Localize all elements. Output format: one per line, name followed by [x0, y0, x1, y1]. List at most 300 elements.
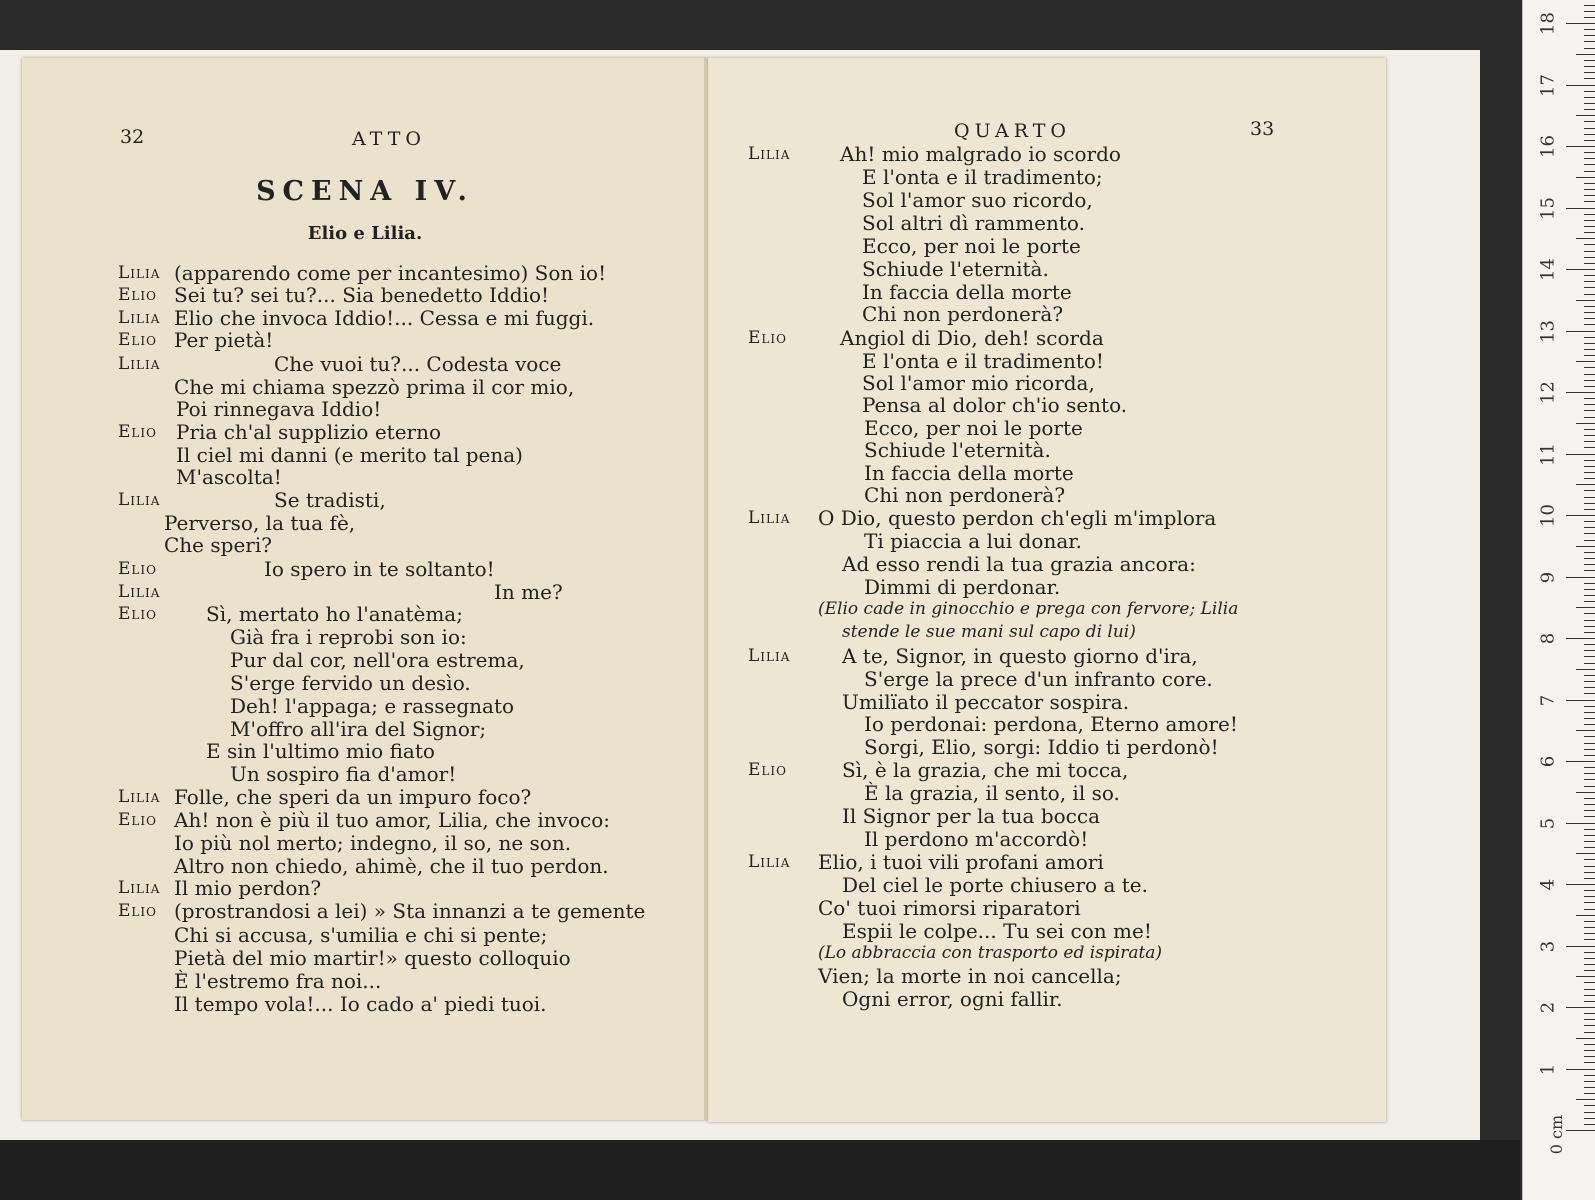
ruler-number: 1: [1537, 1063, 1559, 1075]
ruler-number: 11: [1537, 442, 1559, 466]
verse-line: Chi non perdonerà?: [864, 483, 1066, 507]
verse-line: Sei tu? sei tu?... Sia benedetto Iddio!: [174, 283, 550, 307]
ruler-tick: [1584, 478, 1595, 479]
ruler-tick: [1584, 152, 1595, 153]
speaker-name: Elio: [118, 604, 157, 624]
text-line: [118, 284, 698, 308]
speaker-name: Lilia: [118, 263, 161, 283]
verse-line: Poi rinnegava Iddio!: [176, 397, 382, 421]
ruler-tick: [1576, 54, 1595, 55]
ruler-tick: [1584, 601, 1595, 602]
verse-line: O Dio, questo perdon ch'egli m'implora: [818, 506, 1217, 530]
ruler-tick: [1584, 380, 1595, 381]
ruler-tick: [1566, 638, 1595, 639]
stage-direction-line: (Lo abbraccia con trasporto ed ispirata): [818, 943, 1163, 963]
text-line: [748, 327, 1368, 351]
ruler-tick: [1584, 1056, 1595, 1057]
ruler-tick: [1584, 460, 1595, 461]
ruler-tick: [1584, 552, 1595, 553]
ruler-tick: [1576, 607, 1595, 608]
speaker-name: Lilia: [748, 508, 791, 528]
ruler-tick: [1584, 306, 1595, 307]
text-line: [748, 645, 1368, 669]
ruler-tick: [1576, 546, 1595, 547]
verse-line: Sol altri dì rammento.: [862, 211, 1085, 235]
text-line: [748, 828, 1368, 852]
text-line: [748, 713, 1368, 737]
ruler-tick: [1584, 318, 1595, 319]
text-line: [748, 851, 1368, 875]
ruler-tick: [1584, 349, 1595, 350]
verse-line: Ti piaccia a lui donar.: [864, 529, 1082, 553]
verse-line: Io più nol merto; indegno, il so, ne son.: [174, 831, 572, 855]
verse-line: M'offro all'ira del Signor;: [230, 717, 487, 741]
ruler-tick: [1566, 823, 1595, 824]
ruler-tick: [1566, 269, 1595, 270]
ruler-tick: [1584, 1032, 1595, 1033]
ruler-number: 4: [1537, 878, 1559, 891]
verse-line: Dimmi di perdonar.: [864, 575, 1061, 599]
ruler-tick: [1576, 669, 1595, 670]
ruler-tick: [1584, 417, 1595, 418]
ruler-tick: [1584, 109, 1595, 110]
text-line: [118, 649, 698, 673]
ruler-tick: [1584, 527, 1595, 528]
verse-line: Sol l'amor mio ricorda,: [862, 371, 1095, 395]
ruler-tick: [1584, 939, 1595, 940]
ruler-tick: [1584, 1087, 1595, 1088]
ruler-tick: [1584, 91, 1595, 92]
ruler-tick: [1584, 275, 1595, 276]
text-line: [748, 782, 1368, 806]
text-line: [748, 439, 1368, 463]
verse-line: È la grazia, il sento, il so.: [864, 781, 1120, 805]
text-line: [748, 942, 1368, 966]
ruler-tick: [1584, 312, 1595, 313]
text-line: [748, 598, 1368, 622]
ruler-tick: [1584, 933, 1595, 934]
ruler-tick: [1584, 1025, 1595, 1026]
verse-line: Del ciel le porte chiusero a te.: [842, 873, 1148, 897]
ruler-tick: [1584, 743, 1595, 744]
ruler-number: 17: [1537, 73, 1559, 97]
ruler-tick: [1584, 140, 1595, 141]
ruler-tick: [1566, 577, 1595, 578]
text-line: [748, 874, 1368, 898]
verse-line: Io perdonai: perdona, Eterno amore!: [864, 712, 1238, 736]
text-line: [118, 421, 698, 445]
verse-line: Che speri?: [164, 533, 272, 557]
ruler-number: 15: [1537, 196, 1559, 220]
verse-line: Ah! non è più il tuo amor, Lilia, che invoco:: [174, 808, 610, 832]
ruler-tick: [1584, 1019, 1595, 1020]
ruler-tick: [1584, 681, 1595, 682]
text-line: [748, 759, 1368, 783]
ruler-tick: [1584, 712, 1595, 713]
dark-background-bottom: [0, 1140, 1520, 1200]
verse-line: Elio che invoca Iddio!... Cessa e mi fuggi.: [174, 306, 595, 330]
text-line: [118, 947, 698, 971]
ruler-tick: [1584, 5, 1595, 6]
ruler-tick: [1584, 41, 1595, 42]
ruler-tick: [1566, 23, 1595, 24]
verse-line: Ecco, per noi le porte: [862, 234, 1081, 258]
ruler-tick: [1584, 1118, 1595, 1119]
text-line: [118, 329, 698, 353]
ruler-tick: [1576, 238, 1595, 239]
text-line: [748, 507, 1368, 531]
ruler-tick: [1584, 201, 1595, 202]
text-line: [118, 695, 698, 719]
text-line: [118, 558, 698, 582]
ruler-tick: [1584, 472, 1595, 473]
ruler-tick: [1584, 128, 1595, 129]
ruler-number: 3: [1537, 940, 1559, 952]
ruler-tick: [1566, 392, 1595, 393]
ruler-tick: [1584, 675, 1595, 676]
ruler-tick: [1576, 484, 1595, 485]
ruler-tick: [1584, 613, 1595, 614]
verse-line: E sin l'ultimo mio fiato: [206, 739, 435, 763]
ruler-tick: [1584, 195, 1595, 196]
ruler-number: 8: [1537, 632, 1559, 645]
verse-line: Il perdono m'accordò!: [864, 827, 1089, 851]
ruler-tick: [1584, 398, 1595, 399]
speaker-name: Elio: [118, 901, 157, 921]
ruler-tick: [1584, 404, 1595, 405]
stage-direction-line: stende le sue mani sul capo di lui): [842, 622, 1136, 642]
ruler-tick: [1566, 85, 1595, 86]
ruler-tick: [1566, 1069, 1595, 1070]
text-line: [748, 258, 1368, 282]
verse-line: Angiol di Dio, deh! scorda: [840, 326, 1104, 350]
ruler-tick: [1584, 626, 1595, 627]
ruler-number: 6: [1537, 755, 1559, 768]
verse-line: Sol l'amor suo ricordo,: [862, 188, 1093, 212]
ruler-tick: [1584, 786, 1595, 787]
verse-line: Chi si accusa, s'umilia e chi si pente;: [174, 923, 548, 947]
text-line: [118, 534, 698, 558]
verse-line: In faccia della morte: [864, 461, 1074, 485]
text-line: [118, 809, 698, 833]
scene-cast: Elio e Lilia.: [307, 223, 423, 244]
text-line: [748, 530, 1368, 554]
ruler-tick: [1566, 761, 1595, 762]
ruler-tick: [1584, 798, 1595, 799]
ruler-tick: [1584, 497, 1595, 498]
ruler-tick: [1584, 804, 1595, 805]
verse-line: M'ascolta!: [176, 465, 282, 489]
verse-line: Il mio perdon?: [174, 876, 322, 900]
ruler-tick: [1566, 1007, 1595, 1008]
text-line: [118, 924, 698, 948]
verse-line: Co' tuoi rimorsi riparatori: [818, 896, 1081, 920]
ruler-tick: [1584, 164, 1595, 165]
text-line: [748, 143, 1368, 167]
ruler-tick: [1584, 263, 1595, 264]
ruler-tick: [1584, 429, 1595, 430]
speaker-name: Elio: [748, 760, 787, 780]
ruler-tick: [1576, 730, 1595, 731]
text-line: [748, 736, 1368, 760]
text-line: [748, 484, 1368, 508]
verse-line: Elio, i tuoi vili profani amori: [818, 850, 1104, 874]
verse-line: S'erge fervido un desìo.: [230, 671, 471, 695]
left-text-body: [118, 58, 698, 1058]
ruler-tick: [1584, 810, 1595, 811]
text-line: [748, 805, 1368, 829]
ruler-number: 13: [1537, 319, 1559, 343]
ruler-tick: [1584, 1013, 1595, 1014]
ruler-tick: [1584, 693, 1595, 694]
ruler-number: 16: [1537, 135, 1559, 158]
ruler-tick: [1584, 958, 1595, 959]
verse-line: Che vuoi tu?... Codesta voce: [274, 352, 562, 376]
ruler-tick: [1576, 976, 1595, 977]
ruler-tick: [1584, 410, 1595, 411]
ruler-tick: [1576, 915, 1595, 916]
speaker-name: Lilia: [118, 787, 161, 807]
text-line: [118, 603, 698, 627]
verse-line: Umilïato il peccator sospira.: [842, 690, 1130, 714]
ruler-tick: [1584, 964, 1595, 965]
ruler-tick: [1584, 60, 1595, 61]
ruler-number: 14: [1537, 258, 1559, 281]
ruler-tick: [1584, 134, 1595, 135]
running-head-right: QUARTO: [954, 120, 1071, 142]
ruler-tick: [1576, 361, 1595, 362]
ruler-tick: [1584, 970, 1595, 971]
verse-line: Schiude l'eternità.: [862, 257, 1049, 281]
text-line: [118, 970, 698, 994]
ruler-tick: [1584, 989, 1595, 990]
speaker-name: Lilia: [118, 490, 161, 510]
text-line: [748, 965, 1368, 989]
text-line: [118, 626, 698, 650]
verse-line: E l'onta e il tradimento;: [862, 165, 1103, 189]
ruler-tick: [1584, 343, 1595, 344]
verse-line: Vien; la morte in noi cancella;: [818, 964, 1122, 988]
page-number-left: 32: [120, 126, 145, 148]
ruler-unit-label: 0 cm: [1547, 1114, 1567, 1155]
ruler-tick: [1576, 300, 1595, 301]
verse-line: Per pietà!: [174, 328, 274, 352]
ruler-tick: [1584, 835, 1595, 836]
ruler-tick: [1584, 226, 1595, 227]
ruler-tick: [1584, 78, 1595, 79]
ruler-tick: [1584, 589, 1595, 590]
speaker-name: Elio: [118, 422, 157, 442]
ruler-tick: [1584, 257, 1595, 258]
ruler-tick: [1584, 355, 1595, 356]
ruler-tick: [1584, 558, 1595, 559]
left-page: [22, 58, 708, 1120]
verse-line: Se tradisti,: [274, 488, 386, 512]
ruler-number: 9: [1537, 571, 1559, 583]
verse-line: In me?: [494, 580, 563, 604]
text-line: [118, 877, 698, 901]
ruler-number: 2: [1537, 1001, 1559, 1014]
ruler-tick: [1584, 816, 1595, 817]
ruler-tick: [1576, 115, 1595, 116]
stage-direction-line: (prostrandosi a lei) » Sta innanzi a te gemente: [174, 899, 646, 923]
ruler-tick: [1584, 324, 1595, 325]
ruler-tick: [1584, 97, 1595, 98]
text-line: [748, 394, 1368, 418]
ruler-tick: [1584, 663, 1595, 664]
ruler-tick: [1584, 724, 1595, 725]
speaker-name: Elio: [118, 285, 157, 305]
verse-line: Ecco, per noi le porte: [864, 416, 1083, 440]
stage-direction-line: (apparendo come per incantesimo) Son io!: [174, 261, 607, 285]
ruler-tick: [1584, 521, 1595, 522]
ruler-tick: [1584, 841, 1595, 842]
ruler-tick: [1584, 927, 1595, 928]
scene-title: SCENA IV.: [256, 176, 474, 207]
ruler-tick: [1584, 72, 1595, 73]
ruler-tick: [1584, 829, 1595, 830]
ruler-number: 10: [1537, 504, 1559, 527]
ruler-tick: [1584, 1044, 1595, 1045]
ruler-tick: [1584, 214, 1595, 215]
ruler-tick: [1566, 700, 1595, 701]
ruler-number: 18: [1537, 12, 1559, 35]
speaker-name: Elio: [748, 328, 787, 348]
verse-line: Sì, mertato ho l'anatèma;: [206, 602, 463, 626]
ruler-tick: [1584, 11, 1595, 12]
verse-line: Un sospiro fia d'amor!: [230, 762, 457, 786]
speaker-name: Lilia: [748, 144, 791, 164]
ruler-tick: [1566, 454, 1595, 455]
ruler-tick: [1584, 718, 1595, 719]
ruler-tick: [1566, 331, 1595, 332]
ruler-tick: [1584, 909, 1595, 910]
ruler-tick: [1584, 1093, 1595, 1094]
verse-line: Che mi chiama spezzò prima il cor mio,: [174, 375, 575, 399]
text-line: [748, 189, 1368, 213]
ruler-tick: [1584, 533, 1595, 534]
ruler-tick: [1584, 564, 1595, 565]
speaker-name: Lilia: [118, 582, 161, 602]
verse-line: Pria ch'al supplizio eterno: [176, 420, 442, 444]
ruler-tick: [1584, 632, 1595, 633]
ruler-tick: [1584, 859, 1595, 860]
ruler-tick: [1576, 853, 1595, 854]
text-line: [748, 303, 1368, 327]
ruler-tick: [1584, 1050, 1595, 1051]
speaker-name: Lilia: [748, 646, 791, 666]
stage-direction-line: (Elio cade in ginocchio e prega con fervore; Lilia: [818, 599, 1239, 619]
ruler-tick: [1566, 146, 1595, 147]
ruler-tick: [1584, 982, 1595, 983]
ruler-tick: [1584, 490, 1595, 491]
text-line: [748, 235, 1368, 259]
right-page: [708, 58, 1386, 1122]
text-line: [748, 621, 1368, 645]
ruler-tick: [1584, 386, 1595, 387]
text-line: [118, 466, 698, 490]
ruler-tick: [1584, 1062, 1595, 1063]
speaker-name: Lilia: [118, 308, 161, 328]
ruler-number: 5: [1537, 817, 1559, 829]
ruler-tick: [1566, 515, 1595, 516]
ruler-tick: [1584, 121, 1595, 122]
ruler-tick: [1584, 35, 1595, 36]
ruler-tick: [1584, 1105, 1595, 1106]
ruler-tick: [1584, 872, 1595, 873]
verse-line: Il tempo vola!... Io cado a' piedi tuoi.: [174, 992, 547, 1016]
text-line: [118, 900, 698, 924]
verse-line: Chi non perdonerà?: [862, 302, 1064, 326]
verse-line: Ogni error, ogni fallir.: [842, 987, 1063, 1011]
verse-line: Folle, che speri da un impuro foco?: [174, 785, 532, 809]
ruler-tick: [1584, 921, 1595, 922]
verse-line: Io spero in te soltanto!: [264, 557, 495, 581]
text-line: [748, 668, 1368, 692]
verse-line: A te, Signor, in questo giorno d'ira,: [842, 644, 1198, 668]
text-line: [118, 993, 698, 1017]
ruler-tick: [1584, 706, 1595, 707]
ruler-tick: [1566, 1130, 1595, 1131]
ruler-tick: [1584, 337, 1595, 338]
speaker-name: Lilia: [118, 354, 161, 374]
verse-line: Espii le colpe... Tu sei con me!: [842, 919, 1152, 943]
ruler-tick: [1584, 503, 1595, 504]
ruler-tick: [1576, 423, 1595, 424]
ruler-tick: [1576, 1038, 1595, 1039]
ruler-tick: [1584, 650, 1595, 651]
text-line: [118, 489, 698, 513]
ruler-number: 12: [1537, 381, 1559, 404]
verse-line: Pur dal cor, nell'ora estrema,: [230, 648, 525, 672]
ruler-tick: [1584, 220, 1595, 221]
verse-line: In faccia della morte: [862, 280, 1072, 304]
verse-line: È l'estremo fra noi...: [174, 969, 382, 993]
text-line: [118, 672, 698, 696]
speaker-name: Lilia: [118, 878, 161, 898]
ruler-tick: [1584, 287, 1595, 288]
verse-line: Già fra i reprobi son io:: [230, 625, 467, 649]
verse-line: Perverso, la tua fè,: [164, 511, 356, 535]
speaker-name: Elio: [118, 559, 157, 579]
ruler-tick: [1584, 890, 1595, 891]
ruler-tick: [1584, 447, 1595, 448]
text-line: [748, 417, 1368, 441]
ruler-tick: [1584, 294, 1595, 295]
ruler-tick: [1584, 66, 1595, 67]
text-line: [118, 763, 698, 787]
speaker-name: Elio: [118, 810, 157, 830]
ruler-tick: [1584, 509, 1595, 510]
ruler-tick: [1584, 1081, 1595, 1082]
verse-line: E l'onta e il tradimento!: [862, 349, 1104, 373]
page-number-right: 33: [1250, 118, 1275, 140]
ruler-tick: [1584, 595, 1595, 596]
ruler-tick: [1584, 995, 1595, 996]
verse-line: Il ciel mi danni (e merito tal pena): [176, 443, 523, 467]
ruler-tick: [1584, 251, 1595, 252]
ruler-tick: [1584, 620, 1595, 621]
ruler-tick: [1576, 1099, 1595, 1100]
verse-line: Altro non chiedo, ahimè, che il tuo perdon.: [174, 854, 609, 878]
ruler-tick: [1584, 1124, 1595, 1125]
ruler-tick: [1584, 171, 1595, 172]
verse-line: S'erge la prece d'un infranto core.: [864, 667, 1213, 691]
text-line: [748, 553, 1368, 577]
ruler-tick: [1584, 773, 1595, 774]
ruler-tick: [1584, 189, 1595, 190]
ruler-tick: [1584, 540, 1595, 541]
